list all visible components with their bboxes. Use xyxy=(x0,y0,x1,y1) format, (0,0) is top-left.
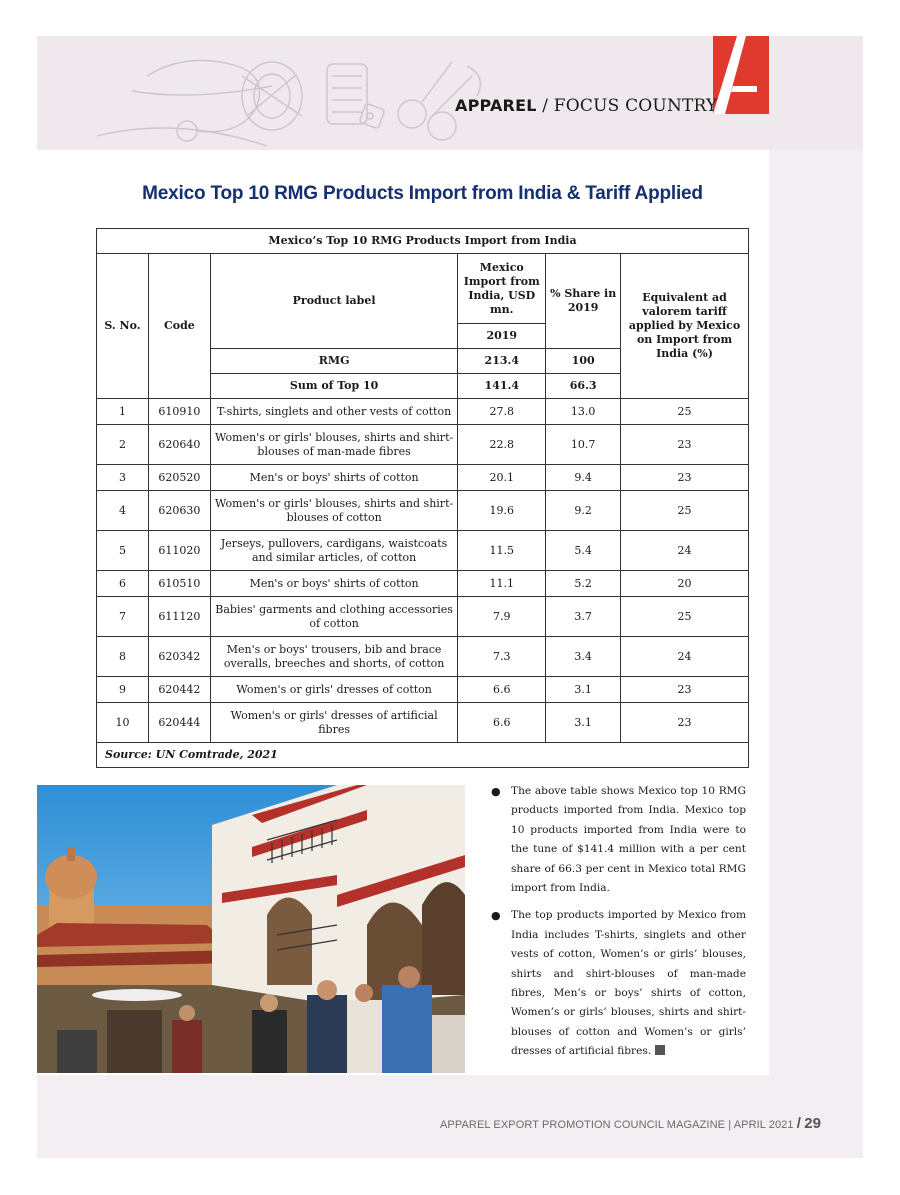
page-title: Mexico Top 10 RMG Products Import from India & Tariff Applied xyxy=(142,183,703,204)
cell-tariff: 25 xyxy=(621,597,749,637)
list-item xyxy=(488,906,746,1061)
cell-tariff: 24 xyxy=(621,637,749,677)
cell-share: 13.0 xyxy=(546,399,621,425)
cell-tariff: 23 xyxy=(621,703,749,743)
section-heading-rest: / FOCUS COUNTRY xyxy=(542,96,718,116)
cell-tariff: 25 xyxy=(621,491,749,531)
cell-share: 3.1 xyxy=(546,703,621,743)
cell-tariff: 23 xyxy=(621,425,749,465)
summary-share: 100 xyxy=(546,349,621,374)
cell-value: 27.8 xyxy=(458,399,546,425)
summary-share: 66.3 xyxy=(546,374,621,399)
cell-value: 7.9 xyxy=(458,597,546,637)
red-a-logo-icon xyxy=(713,36,769,114)
header-product: Product label xyxy=(210,254,457,349)
cell-product: Men's or boys' shirts of cotton xyxy=(210,465,457,491)
cell-value: 11.1 xyxy=(458,571,546,597)
footer-slash: / xyxy=(796,1115,802,1132)
cell-sno: 1 xyxy=(97,399,149,425)
cell-share: 9.4 xyxy=(546,465,621,491)
table-row xyxy=(97,531,749,571)
cell-sno: 5 xyxy=(97,531,149,571)
cell-sno: 7 xyxy=(97,597,149,637)
cell-share: 3.1 xyxy=(546,677,621,703)
page-number: 29 xyxy=(804,1115,822,1132)
table-row xyxy=(97,571,749,597)
cell-code: 620630 xyxy=(148,491,210,531)
footer-text: APPAREL EXPORT PROMOTION COUNCIL MAGAZINE | APRIL 2021 xyxy=(440,1119,794,1131)
table-row xyxy=(97,637,749,677)
cell-tariff: 25 xyxy=(621,399,749,425)
cell-product: Men's or boys' trousers, bib and brace overalls, breeches and shorts, of cotton xyxy=(210,637,457,677)
bullet-icon: ● xyxy=(491,785,501,798)
summary-bullets xyxy=(488,782,746,1070)
cell-sno: 4 xyxy=(97,491,149,531)
header-sno: S. No. xyxy=(97,254,149,399)
cell-product: T-shirts, singlets and other vests of cotton xyxy=(210,399,457,425)
table-row xyxy=(97,703,749,743)
cell-sno: 9 xyxy=(97,677,149,703)
cell-value: 6.6 xyxy=(458,703,546,743)
cell-product: Women's or girls' dresses of artificial fibres xyxy=(210,703,457,743)
cell-code: 620640 xyxy=(148,425,210,465)
cell-code: 611020 xyxy=(148,531,210,571)
cell-product: Babies' garments and clothing accessories of cotton xyxy=(210,597,457,637)
cell-code: 620444 xyxy=(148,703,210,743)
summary-value: 213.4 xyxy=(458,349,546,374)
bullet-text: The above table shows Mexico top 10 RMG products imported from India. Mexico top 10 products imported from India were to the tune of $141.4 million with a per cent share of 66.3 per cent in Mexico total RMG import from India. xyxy=(511,785,746,895)
cell-product: Women's or girls' dresses of cotton xyxy=(210,677,457,703)
table-header-row xyxy=(97,254,749,324)
cell-tariff: 24 xyxy=(621,531,749,571)
summary-value: 141.4 xyxy=(458,374,546,399)
header-code: Code xyxy=(148,254,210,399)
table-row xyxy=(97,465,749,491)
cell-share: 3.4 xyxy=(546,637,621,677)
cell-value: 11.5 xyxy=(458,531,546,571)
cell-share: 10.7 xyxy=(546,425,621,465)
cell-value: 20.1 xyxy=(458,465,546,491)
cell-code: 620342 xyxy=(148,637,210,677)
cell-code: 620520 xyxy=(148,465,210,491)
end-mark-icon xyxy=(655,1045,665,1055)
cell-sno: 2 xyxy=(97,425,149,465)
cell-product: Jerseys, pullovers, cardigans, waistcoats and similar articles, of cotton xyxy=(210,531,457,571)
cell-value: 22.8 xyxy=(458,425,546,465)
header-year: 2019 xyxy=(458,324,546,349)
header-share: % Share in 2019 xyxy=(546,254,621,349)
cell-product: Women's or girls' blouses, shirts and shirt-blouses of man-made fibres xyxy=(210,425,457,465)
table-row xyxy=(97,677,749,703)
cell-value: 6.6 xyxy=(458,677,546,703)
section-heading-bold: APPAREL xyxy=(455,96,537,115)
cell-sno: 3 xyxy=(97,465,149,491)
bullet-icon: ● xyxy=(491,909,501,923)
rmg-import-table xyxy=(96,228,749,768)
summary-label: Sum of Top 10 xyxy=(210,374,457,399)
cell-code: 611120 xyxy=(148,597,210,637)
table-caption: Mexico’s Top 10 RMG Products Import from India xyxy=(97,229,749,254)
cell-sno: 6 xyxy=(97,571,149,597)
page-footer xyxy=(440,1115,821,1132)
summary-label: RMG xyxy=(210,349,457,374)
cell-product: Women's or girls' blouses, shirts and shirt-blouses of cotton xyxy=(210,491,457,531)
section-heading xyxy=(455,96,717,116)
cell-code: 610910 xyxy=(148,399,210,425)
table-source: Source: UN Comtrade, 2021 xyxy=(97,743,749,768)
cell-sno: 8 xyxy=(97,637,149,677)
table-row xyxy=(97,597,749,637)
header-import: Mexico Import from India, USD mn. xyxy=(458,254,546,324)
street-scene-photo xyxy=(37,785,465,1073)
table-source-row xyxy=(97,743,749,768)
cell-share: 3.7 xyxy=(546,597,621,637)
cell-share: 5.4 xyxy=(546,531,621,571)
cell-code: 610510 xyxy=(148,571,210,597)
cell-share: 5.2 xyxy=(546,571,621,597)
cell-tariff: 20 xyxy=(621,571,749,597)
cell-tariff: 23 xyxy=(621,465,749,491)
cell-sno: 10 xyxy=(97,703,149,743)
cell-tariff: 23 xyxy=(621,677,749,703)
cell-share: 9.2 xyxy=(546,491,621,531)
table-row xyxy=(97,425,749,465)
cell-value: 19.6 xyxy=(458,491,546,531)
table-row xyxy=(97,491,749,531)
cell-value: 7.3 xyxy=(458,637,546,677)
bullet-text: The top products imported by Mexico from India includes T-shirts, singlets and other vests of cotton, Women’s or girls’ blouses, shirts and shirt-blouses of man-made fibres, Men’s or boys’ shirts of cotton, Women’s or girls’ blouses, shirts and shirt-blouses of cotton and Women’s or girls’ dresses of artificial fibres. xyxy=(511,909,746,1058)
cell-code: 620442 xyxy=(148,677,210,703)
list-item xyxy=(488,782,746,898)
table-row xyxy=(97,399,749,425)
cell-product: Men's or boys' shirts of cotton xyxy=(210,571,457,597)
header-tariff: Equivalent ad valorem tariff applied by Mexico on Import from India (%) xyxy=(621,254,749,399)
table-caption-row xyxy=(97,229,749,254)
